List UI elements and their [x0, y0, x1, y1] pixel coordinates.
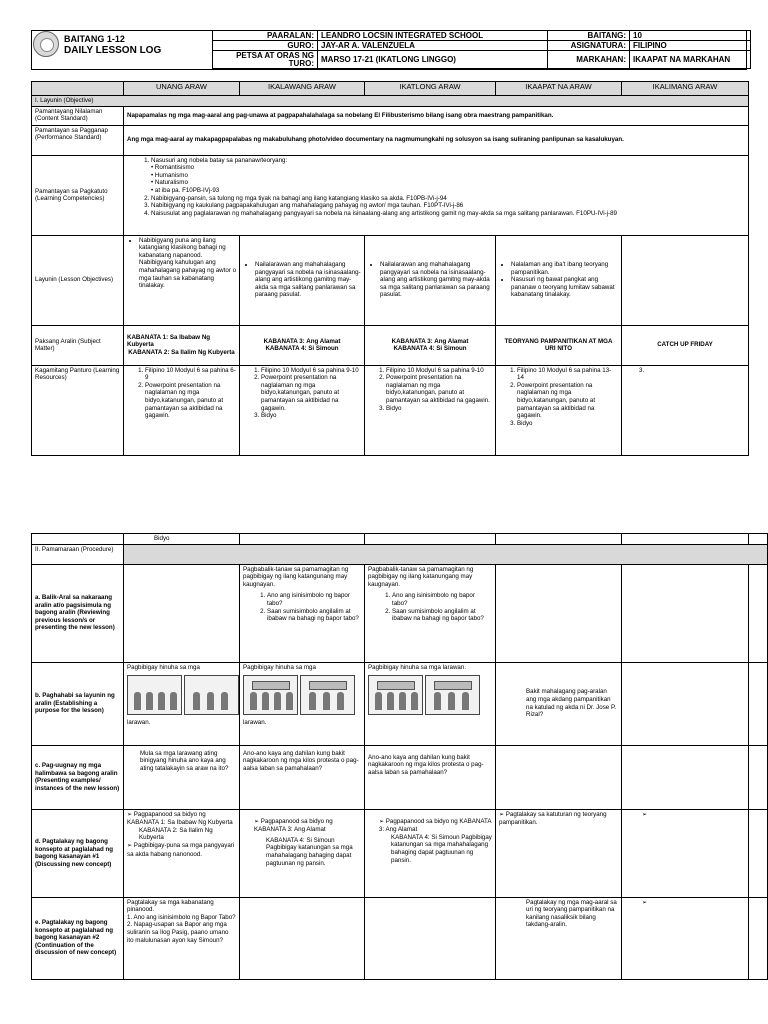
paaralan-label: PAARALAN:	[213, 31, 318, 41]
baitang-label: BAITANG:	[548, 31, 630, 41]
objectives-table	[31, 81, 749, 456]
procedure-table	[31, 533, 768, 980]
brand-grade: BAITANG 1-12	[64, 34, 125, 44]
objective-day2: • Nailalarawan ang mahahalagang pangyayari sa nobela na isinasaalang-alang ang artistikong gamitng may-akda sa mga salitang panlarawan sa paraang pasulat.	[255, 261, 361, 299]
review-day2-q: 2. Saan sumisimbolo angilalim at ibabaw na bahagi ng bapor tabo?	[267, 608, 361, 623]
subject-day4: TEORYANG PAMPANITIKAN AT MGA URI NITO	[496, 325, 622, 365]
review-day3-q: 1. Ano ang isinisimbolo ng bapor tabo?	[392, 592, 492, 607]
purpose-day4: Bakit mahalagang pag-aralan ang mga akdang pampanitikan na katulad ng akda ni Dr. Jose P. Rizal?	[496, 662, 622, 745]
review-day2-intro: Pagbabalik-tanaw sa pamamagitan ng pagbibigay ng ilang katangunang may kaugnayan.	[243, 565, 349, 588]
competencies: 1. Nasusuri ang nobela batay sa pananaw/teoryang: • Romantisismo • Humanismo • Naturalismo • at iba pa. F10PB-IVj-93 2. Nabibigyang-pansin, sa tulong ng mga tiyak na bahagi ang ilang katangiang klasiko sa akda. F10PB-IVi-j-94 3. Nabibigyang ng kaukulang pagpapakahulugan ang mahahalagang pahayag ng awtor/ mga tauhan. F10PT-IVi-j-86 4. Naisusulat ang paglalarawan ng mahahalagang pangyayari sa nobela na isinaalang-alang ang artistikong gamit ng may-akda sa mga salitang panlarawan. F10PU-IVi-j-89	[124, 155, 749, 235]
discussion-day2-b: KABANATA 4: Si Simoun Pagbibigay katanungan sa mga mahahalagang bahaging dapat pagtuunan ng pansin.	[266, 836, 353, 867]
resource-day4: 3. Bidyo	[517, 420, 618, 428]
competency-1-item: Humanismo	[154, 171, 188, 179]
petsa-value: MARSO 17-21 (IKATLONG LINGGO)	[318, 51, 548, 69]
discussion-label: d. Pagtalakay ng bagong konsepto at paglalahad ng bagong kasanayan #1 (Discussing new concept)	[32, 809, 124, 897]
deped-seal-icon	[33, 31, 59, 57]
arrow-bullet-icon: ➢	[642, 811, 648, 818]
competency-1-item: Romantisismo	[154, 164, 195, 172]
purpose-day1-bottom: larawan.	[127, 719, 151, 727]
resource-day3: 3. Bidyo	[386, 405, 492, 413]
subject-day3-b: KABANATA 4: Si Simoun	[393, 345, 467, 353]
examples-day2: Ano-ano kaya ang dahilan kung bakit nagkakaroon ng mga kilos protesta o pag-aalsa laban sa pamahalaan?	[240, 745, 365, 809]
protest-image	[425, 675, 480, 715]
competency-1-item: at iba pa. F10PB-IVj-93	[154, 186, 220, 194]
brand-title: DAILY LESSON LOG	[64, 45, 162, 56]
discussion-day3-b: KABANATA 4: Si Simoun Pagbibigay katanungan sa mga mahahalagang bahaging dapat pagtuunan ng pansin.	[391, 833, 492, 864]
competency-3: 3. Nabibigyang ng kaukulang pagpapakahulugan ang mahahalagang pahayag ng awtor/ mga tauhan. F10PT-IVi-j-86	[151, 202, 745, 210]
discussion-day1-a: Pagpapanood sa bidyo ng KABANATA 1: Sa Ibabaw Ng Kubyerta	[127, 810, 233, 827]
continuation-day1: 1. Ano ang isinisimbolo ng Bapor Tabo?	[127, 913, 236, 921]
resource-day3: 1. Filipino 10 Modyul 6 sa pahina 9-10	[386, 367, 492, 375]
examples-day1: Mula sa mga larawang ating binigyang hinuha ano kaya ang ating tatalakayin sa araw na ito?	[124, 745, 240, 809]
day-header-5: IKALIMANG ARAW	[622, 82, 749, 96]
review-day3-intro: Pagbabalik-tanaw sa pamamagitan ng pagbibigay ng ilang katanungang may kaugnayan.	[368, 565, 474, 588]
protest-image	[300, 675, 355, 715]
protest-image	[368, 675, 423, 715]
guro-value: JAY-AR A. VALENZUELA	[318, 41, 548, 51]
arrow-bullet-icon: ➢	[379, 818, 385, 825]
objectives-label: Layunin (Lesson Objectives)	[32, 235, 124, 325]
section-pamamaraan: II. Pamamaraan (Procedure)	[32, 544, 124, 564]
subject-day3-a: KABANATA 3: Ang Alamat	[391, 337, 469, 345]
purpose-day2-top: Pagbibigay hinuha sa mga	[243, 663, 316, 671]
arrow-bullet-icon: ➢	[254, 818, 260, 825]
header-info-table	[212, 30, 751, 69]
asignatura-label: ASIGNATURA:	[548, 41, 630, 51]
resource-day2: 1. Filipino 10 Modyul 6 sa pahina 9-10	[261, 367, 361, 375]
section-layunin: I. Layunin (Objective)	[32, 96, 749, 107]
purpose-label: b. Paghahabi sa layunin ng aralin (Establishing a purpose for the lesson)	[32, 662, 124, 745]
competency-2: 2. Nabibigyang-pansin, sa tulong ng mga tiyak na bahagi ang ilang katangiang klasiko sa akda. F10PB-IVi-j-94	[151, 195, 745, 203]
content-standard: Napapamalas ng mga mag-aaral ang pag-unawa at pagpapahalahalaga sa nobelang El Filibusterismo bilang isang obra maestrang pampanitikan.	[124, 106, 749, 125]
subject-day5: CATCH UP FRIDAY	[622, 325, 749, 365]
protest-image	[243, 675, 298, 715]
subject-day2-a: KABANATA 3: Ang Alamat	[263, 337, 341, 345]
day-header-3: IKATLONG ARAW	[365, 82, 496, 96]
review-label: a. Balik-Aral sa nakaraang aralin at/o pagsisimula ng bagong aralin (Reviewing previous lesson/s or presenting the new lesson)	[32, 564, 124, 662]
competency-4: 4. Naisusulat ang paglalarawan ng mahahalagang pangyayari sa nobela na isinaalang-alang ang artistikong gamit ng may-akda sa mga salitang panlarawan. F10PU-IVi-j-89	[151, 210, 745, 218]
subject-day1-a: KABANATA 1: Sa Ibabaw Ng Kubyerta	[127, 333, 211, 349]
competency-1-item: Naturalismo	[154, 179, 188, 187]
resource-day3: 2. Powerpoint presentation na naglalaman ng mga bidyo,katanungan, panuto at pamantayan sa aktibidad na gagawin.	[386, 374, 492, 404]
review-day3-q: 2. Saan sumisimbolo angilalim at ibabaw na bahagi ng bapor tabo?	[392, 608, 492, 623]
competency-1: Nasusuri ang nobela batay sa pananaw/teoryang:	[151, 156, 288, 164]
discussion-day1-c: Pagbibigay-puna sa mga pangyayari sa akda habang nanonood.	[127, 841, 235, 858]
performance-standard: Ang mga mag-aaral ay makapagpapalabas ng makabuluhang photo/video documentary na nagmumungkahi ng solusyon sa isang suliraning panlipunan sa kasalukuyan.	[124, 125, 749, 155]
arrow-bullet-icon: ➢	[642, 899, 648, 906]
subject-day2-b: KABANATA 4: Si Simoun	[265, 345, 339, 353]
continuation-day4: Pagtalakay ng mga mag-aaral sa uri ng teoryang pampanitikan na kanilang nasaliksik bilang takdang-aralin.	[496, 897, 622, 979]
discussion-day2-a: Pagpapanood sa bidyo ng KABANATA 3: Ang Alamat	[254, 817, 333, 834]
objective-day1: • Nabibigyang puna ang ilang katangiang klasikong bahagi ng kabanatang napanood. Nabibigyang kahulugan ang mahahalagang pahayag ng awtor o mga tauhan sa kabanatang tinalakay.	[139, 237, 236, 290]
discussion-day1-b: KABANATA 2: Sa Ilalim Ng Kubyerta	[139, 826, 213, 842]
markahan-value: IKAAPAT NA MARKAHAN	[630, 51, 751, 69]
classroom-image	[127, 675, 182, 715]
arrow-bullet-icon: ➢	[499, 811, 505, 818]
competencies-label: Pamantayan sa Pagkatuto (Learning Competencies)	[32, 155, 124, 235]
asignatura-value: FILIPINO	[630, 41, 751, 51]
resource-day1: 2. Powerpoint presentation na naglalaman ng mga bidyo,katanungan, panuto at pamantayan sa aktibidad na gagawin.	[145, 382, 236, 420]
objective-day4-b: • Nasusuri ng bawat pangkat ang pananaw o teoryang lumitaw sabawat kabanatang tinalakay.	[511, 276, 618, 299]
day-header-4: IKAAPAT NA ARAW	[496, 82, 622, 96]
guro-label: GURO:	[213, 41, 318, 51]
resource-day2: 2. Powerpoint presentation na naglalaman ng mga bidyo,katanungan, panuto at pamantayan sa aktibidad na gagawin.	[261, 374, 361, 412]
objective-day4-a: • Nalalaman ang iba't ibang teoryang pampanitikan.	[511, 261, 618, 276]
discussion-day3-a: Pagpapanood sa bidyo ng KABANATA 3: Ang Alamat	[379, 817, 492, 834]
continuation-day1: Pagtalakay sa mga kabanatang pinanood.	[127, 898, 214, 914]
day-header-1: UNANG ARAW	[124, 82, 240, 96]
objective-day3: • Nailalarawan ang mahahalagang pangyayari sa nobela na isinasaalang-alang ang artistikong gamitng may-akda sa mga salitang panlarawan sa paraang pasulat.	[380, 261, 492, 299]
examples-label: c. Pag-uugnay ng mga halimbawa sa bagong aralin (Presenting examples/ instances of the new lesson)	[32, 745, 124, 809]
arrow-bullet-icon: ➢	[127, 842, 133, 849]
performance-standard-label: Pamantayan sa Pagganap (Performance Standard)	[32, 125, 124, 155]
resource-day2: 3. Bidyo	[261, 412, 361, 420]
content-standard-label: Pamantayang Nilalaman (Content Standard)	[32, 106, 124, 125]
discussion-day4: Pagtalakay sa katuturan ng teoryang pampanitikan.	[499, 810, 607, 827]
arrow-bullet-icon: ➢	[127, 811, 133, 818]
subject-day1-b: KABANATA 2: Sa Ilalim Ng Kubyerta	[128, 348, 235, 356]
subject-label: Paksang Aralin (Subject Matter)	[32, 325, 124, 365]
day-header-2: IKALAWANG ARAW	[240, 82, 365, 96]
resources-label: Kagamitang Panturo (Learning Resources)	[32, 365, 124, 455]
resource-day1: 1. Filipino 10 Modyul 6 sa pahina 6-9	[145, 367, 236, 382]
continuation-label: e. Pagtalakay ng bagong konsepto at paglalahad ng bagong kasanayan #2 (Continuation of the discussion of new concept)	[32, 897, 124, 979]
purpose-day2-bottom: larawan.	[243, 719, 267, 727]
resource-day4: 1. Filipino 10 Modyul 6 sa pahina 13-14	[517, 367, 618, 382]
purpose-day3-top: Pagbibigay hinuha sa mga larawan.	[368, 663, 467, 671]
continuation-day1: 2. Napag-usapan sa Bapor ang mga suliranin sa Ilog Pasig, paano umano ito malulunasan ayon kay Simoun?	[127, 921, 229, 944]
baitang-value: 10	[630, 31, 751, 41]
review-day2-q: 1. Ano ang isinisimbolo ng bapor tabo?	[267, 592, 361, 607]
continued-resource: Bidyo	[124, 534, 240, 545]
classroom-image	[184, 675, 239, 715]
examples-day3: Ano-ano kaya ang dahilan kung bakit nagkakaroon ng mga kilos protesta o pag-aalsa laban sa pamahalaan?	[365, 745, 496, 809]
purpose-day1-top: Pagbibigay hinuha sa mga	[127, 663, 200, 671]
markahan-label: MARKAHAN:	[548, 51, 630, 69]
paaralan-value: LEANDRO LOCSIN INTEGRATED SCHOOL	[318, 31, 548, 41]
petsa-label: PETSA AT ORAS NG TURO:	[213, 51, 318, 69]
resource-day5: 3.	[639, 366, 645, 374]
resource-day4: 2. Powerpoint presentation na naglalaman ng mga bidyo,katanungan, panuto at pamantayan sa aktibidad na gagawin.	[517, 382, 618, 420]
